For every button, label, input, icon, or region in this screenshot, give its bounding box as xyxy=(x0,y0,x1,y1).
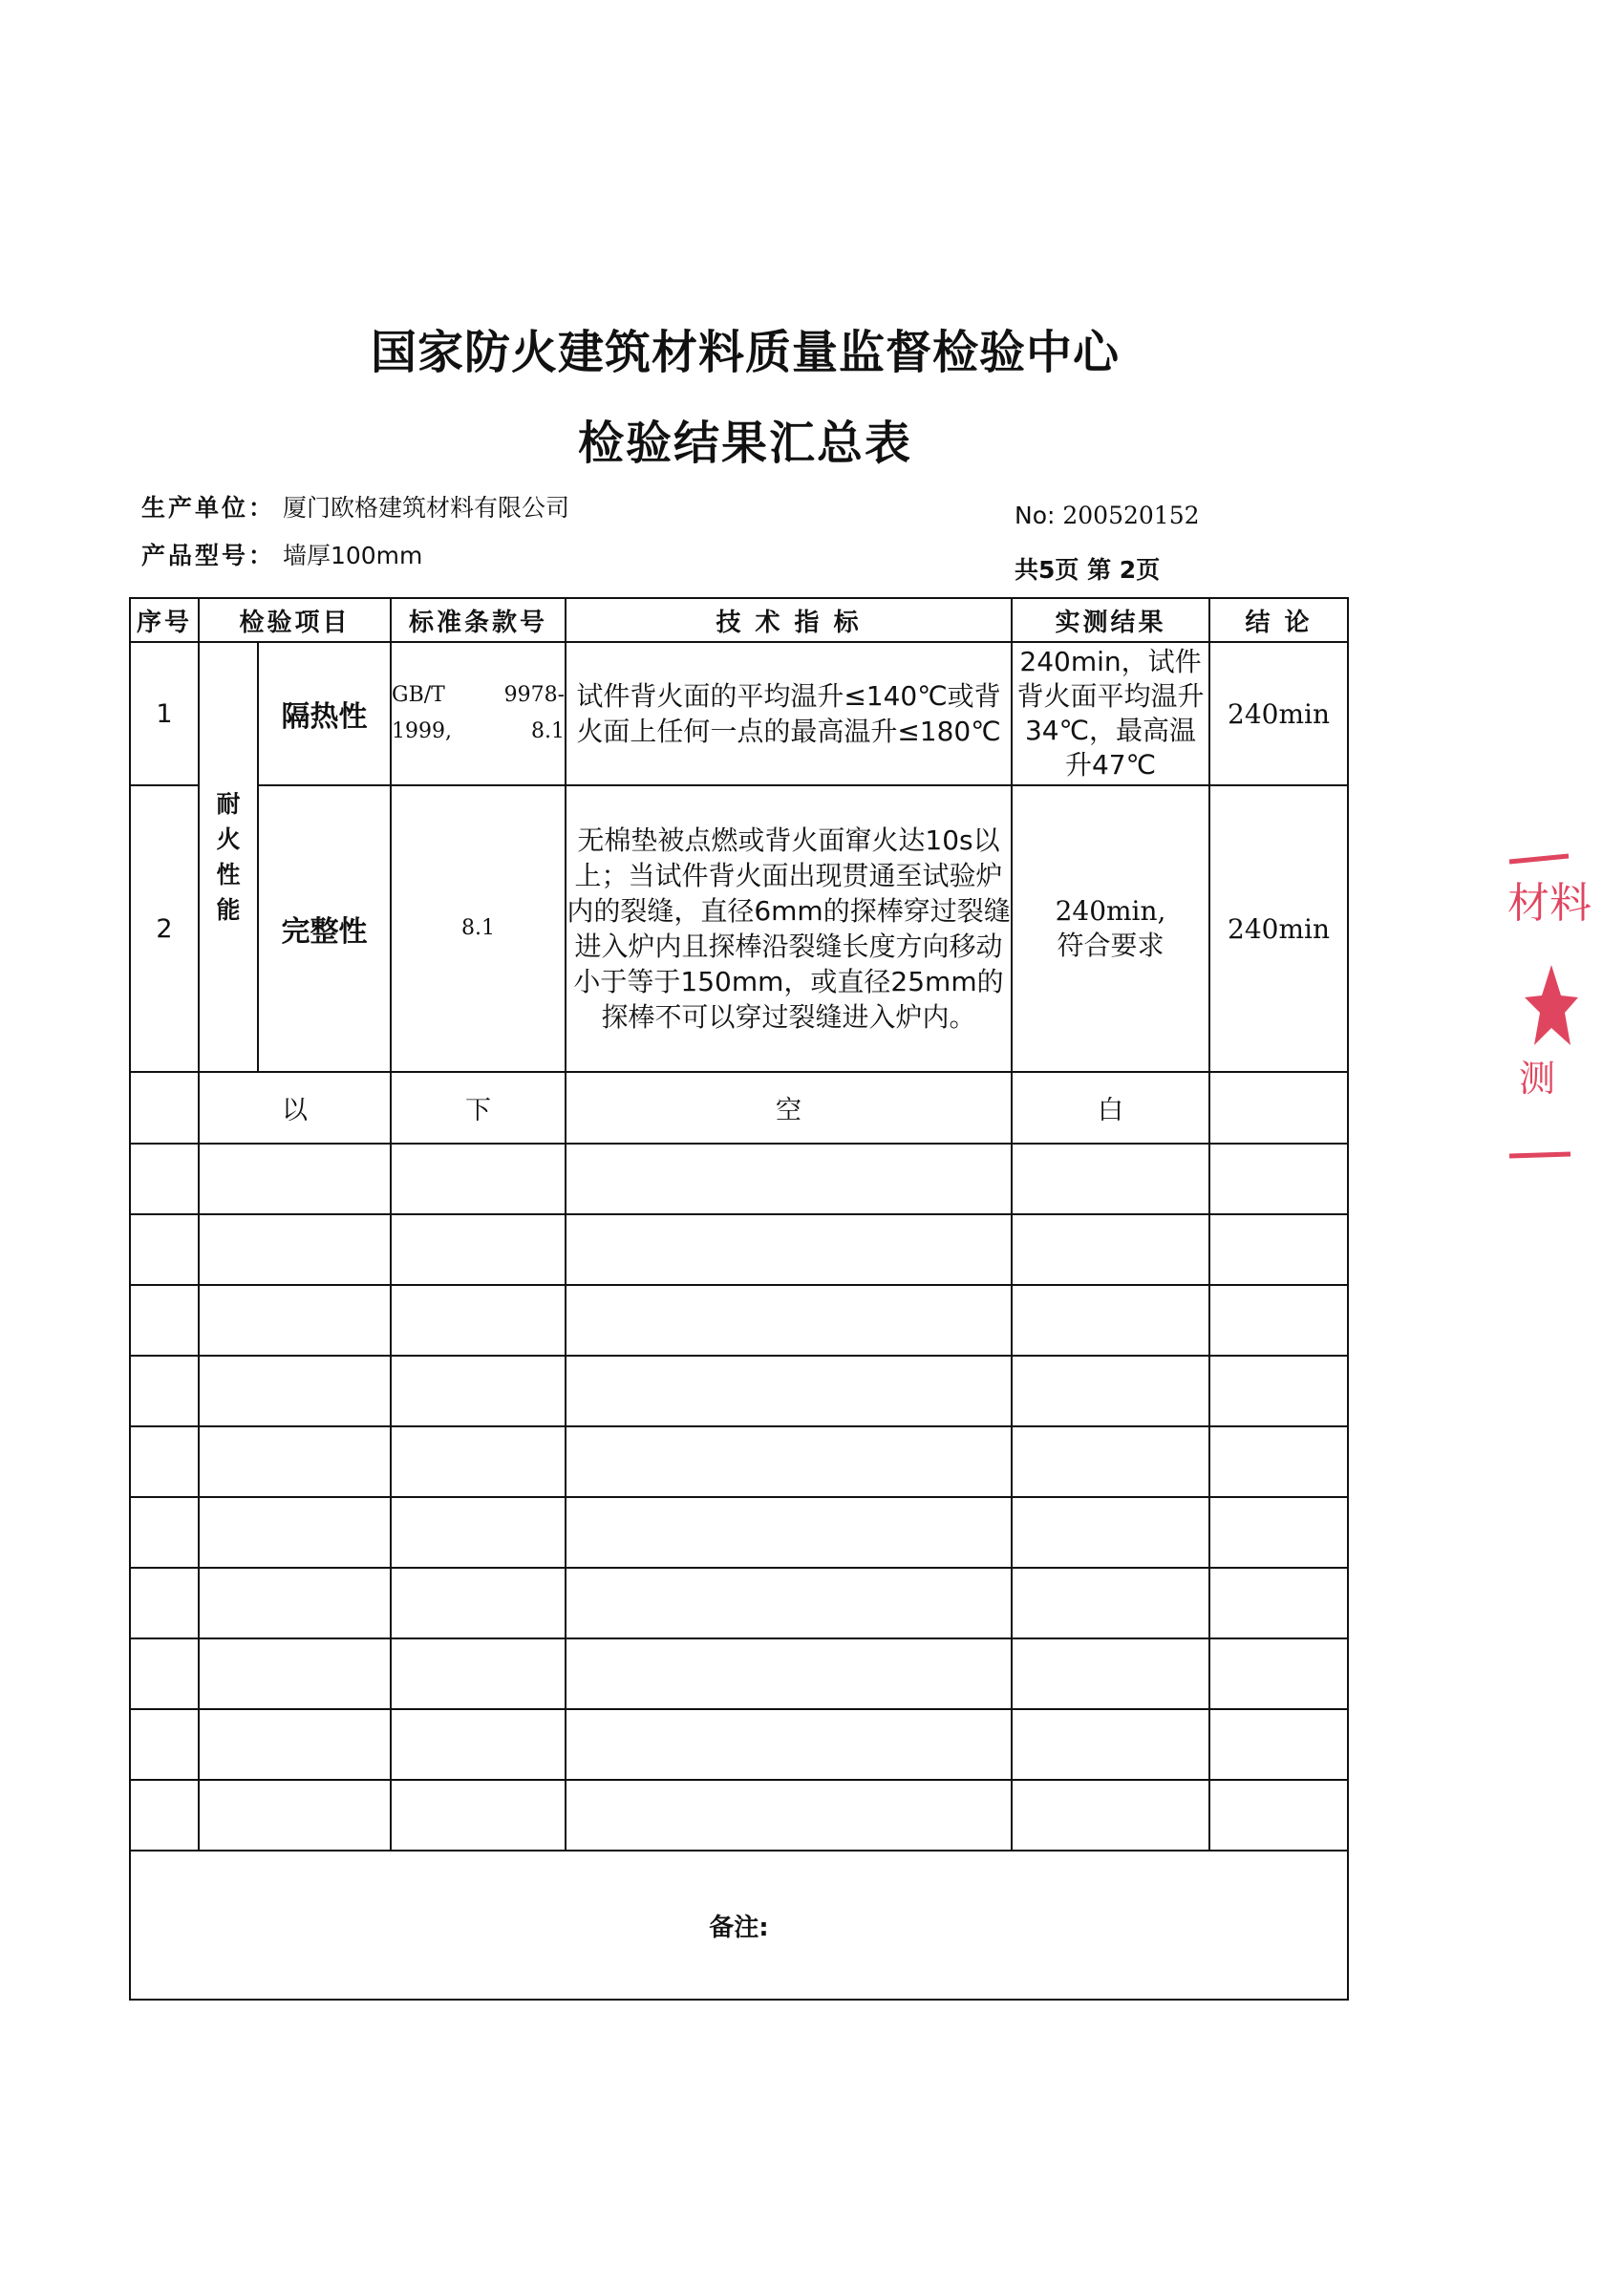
empty-row xyxy=(130,1144,1348,1214)
model-label: 产品型号： xyxy=(141,542,276,569)
row2-seq: 2 xyxy=(130,785,199,1072)
page-indicator: 共5页 第 2页 xyxy=(1015,556,1161,584)
blank-marker-row xyxy=(130,1072,1348,1144)
blank-marker-3: 空 xyxy=(566,1072,1012,1144)
note-cell xyxy=(130,1851,1348,2000)
header-item: 检验项目 xyxy=(199,598,391,642)
empty-row xyxy=(130,1214,1348,1285)
row2-result: 240min, 符合要求 xyxy=(1012,785,1209,1072)
row1-result: 240min，试件背火面平均温升34℃，最高温升47℃ xyxy=(1012,642,1209,785)
blank-marker-2: 下 xyxy=(391,1072,566,1144)
note-label: 备注: xyxy=(709,1913,769,1942)
report-number-value: 200520152 xyxy=(1062,502,1200,529)
empty-row xyxy=(130,1356,1348,1426)
header-tech: 技 术 指 标 xyxy=(566,598,1012,642)
empty-row xyxy=(130,1426,1348,1497)
header-conclusion: 结 论 xyxy=(1209,598,1348,642)
empty-row xyxy=(130,1638,1348,1709)
blank-marker-4: 白 xyxy=(1012,1072,1209,1144)
empty-row xyxy=(130,1709,1348,1780)
header-seq: 序号 xyxy=(130,598,199,642)
empty-row xyxy=(130,1285,1348,1356)
producer-value: 厦门欧格建筑材料有限公司 xyxy=(282,494,569,522)
org-title: 国家防火建筑材料质量监督检验中心 xyxy=(370,326,1120,379)
page-title: 检验结果汇总表 xyxy=(577,417,912,470)
row2-tech: 无棉垫被点燃或背火面窜火达10s以上；当试件背火面出现贯通至试验炉内的裂缝，直径6mm的探棒穿过裂缝进入炉内且探棒沿裂缝长度方向移动小于等于150mm，或直径25mm的探棒不可以穿过裂缝进入炉内。 xyxy=(566,785,1012,1072)
empty-row xyxy=(130,1780,1348,1851)
header-result: 实测结果 xyxy=(1012,598,1209,642)
table-row xyxy=(130,642,1348,785)
row1-conclusion: 240min xyxy=(1209,642,1348,785)
note-row xyxy=(130,1851,1348,2000)
blank-marker-1: 以 xyxy=(199,1072,391,1144)
row1-seq: 1 xyxy=(130,642,199,785)
seal-stamp xyxy=(1502,841,1592,1166)
producer-label: 生产单位： xyxy=(141,494,276,522)
header-std: 标准条款号 xyxy=(391,598,566,642)
row2-item: 完整性 xyxy=(258,785,391,1072)
producer-line xyxy=(141,489,569,524)
svg-text:材料: 材料 xyxy=(1507,879,1592,928)
results-table xyxy=(129,597,1349,2001)
empty-row xyxy=(130,1568,1348,1638)
report-number xyxy=(1015,502,1200,529)
model-value: 墙厚100mm xyxy=(282,542,423,569)
row2-std: 8.1 xyxy=(391,785,566,1072)
row1-std: GB/T 9978- 1999, 8.1 xyxy=(391,642,566,785)
table-row xyxy=(130,785,1348,1072)
table-header-row xyxy=(130,598,1348,642)
report-number-label: No: xyxy=(1015,502,1056,529)
row1-tech: 试件背火面的平均温升≤140℃或背火面上任何一点的最高温升≤180℃ xyxy=(566,642,1012,785)
category-fire-resistance: 耐 火 性 能 xyxy=(199,642,258,1072)
empty-row xyxy=(130,1497,1348,1568)
model-line xyxy=(141,537,422,571)
row2-conclusion: 240min xyxy=(1209,785,1348,1072)
svg-text:测: 测 xyxy=(1519,1058,1556,1100)
row1-item: 隔热性 xyxy=(258,642,391,785)
